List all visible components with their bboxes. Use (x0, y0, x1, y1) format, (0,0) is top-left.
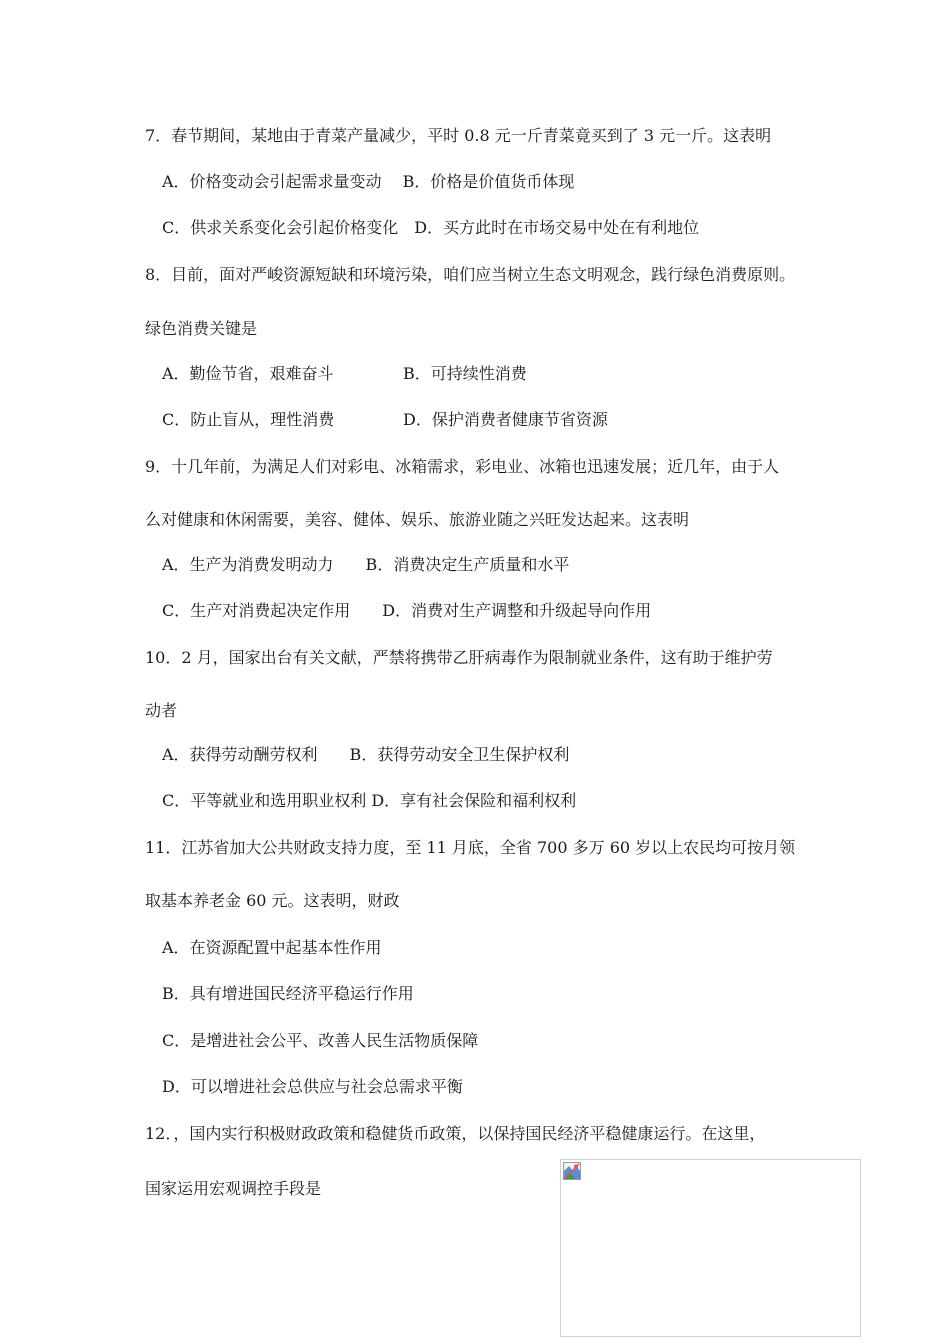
broken-image-icon (563, 1162, 581, 1180)
missing-image-frame (560, 1159, 861, 1337)
question-10-stem: 10．2 月，国家出台有关文献，严禁将携带乙肝病毒作为限制就业条件，这有助于维护劳 (145, 648, 773, 667)
question-9-stem: 9．十几年前，为满足人们对彩电、冰箱需求，彩电业、冰箱也迅速发展；近几年，由于人 (145, 457, 780, 476)
question-9-options-row-2: C．生产对消费起决定作用 D．消费对生产调整和升级起导向作用 (162, 601, 652, 620)
question-9-stem-continued: 么对健康和休闲需要，美容、健体、娱乐、旅游业随之兴旺发达起来。这表明 (145, 510, 690, 529)
question-9-options-row-1: A．生产为消费发明动力 B．消费决定生产质量和水平 (162, 555, 570, 574)
question-8-option-a: A．勤俭节省，艰难奋斗 (162, 364, 334, 383)
question-11-option-a: A．在资源配置中起基本性作用 (162, 938, 382, 957)
question-10-stem-continued: 动者 (145, 701, 178, 720)
question-7-options-row-2: C．供求关系变化会引起价格变化 D．买方此时在市场交易中处在有利地位 (162, 218, 700, 237)
question-7-stem: 7．春节期间，某地由于青菜产量减少，平时 0.8 元一斤青菜竟买到了 3 元一斤。这表明 (145, 126, 772, 145)
question-8-option-c: C．防止盲从，理性消费 (162, 410, 335, 429)
question-11-option-c: C．是增进社会公平、改善人民生活物质保障 (162, 1031, 479, 1050)
question-10-options-row-1: A．获得劳动酬劳权利 B．获得劳动安全卫生保护权利 (162, 745, 570, 764)
question-10-options-row-2: C．平等就业和选用职业权利 D．享有社会保险和福利权利 (162, 791, 577, 810)
question-8-option-b: B．可持续性消费 (403, 364, 527, 383)
question-11-stem: 11．江苏省加大公共财政支持力度，至 11 月底，全省 700 多万 60 岁以上农民均可按月领 (145, 838, 796, 857)
question-8-stem-continued: 绿色消费关键是 (145, 319, 258, 338)
question-11-option-d: D．可以增进社会总供应与社会总需求平衡 (162, 1077, 463, 1096)
question-12-stem: 12．，国内实行积极财政政策和稳健货币政策，以保持国民经济平稳健康运行。在这里， (145, 1124, 766, 1143)
question-7-options-row-1: A．价格变动会引起需求量变动 B．价格是价值货币体现 (162, 172, 575, 191)
question-11-stem-continued: 取基本养老金 60 元。这表明，财政 (145, 891, 400, 910)
question-11-option-b: B．具有增进国民经济平稳运行作用 (162, 984, 414, 1003)
question-8-option-d: D．保护消费者健康节省资源 (403, 410, 608, 429)
question-12-stem-continued: 国家运用宏观调控手段是 (145, 1179, 322, 1198)
question-8-stem: 8．目前，面对严峻资源短缺和环境污染，咱们应当树立生态文明观念，践行绿色消费原则。 (145, 265, 796, 284)
